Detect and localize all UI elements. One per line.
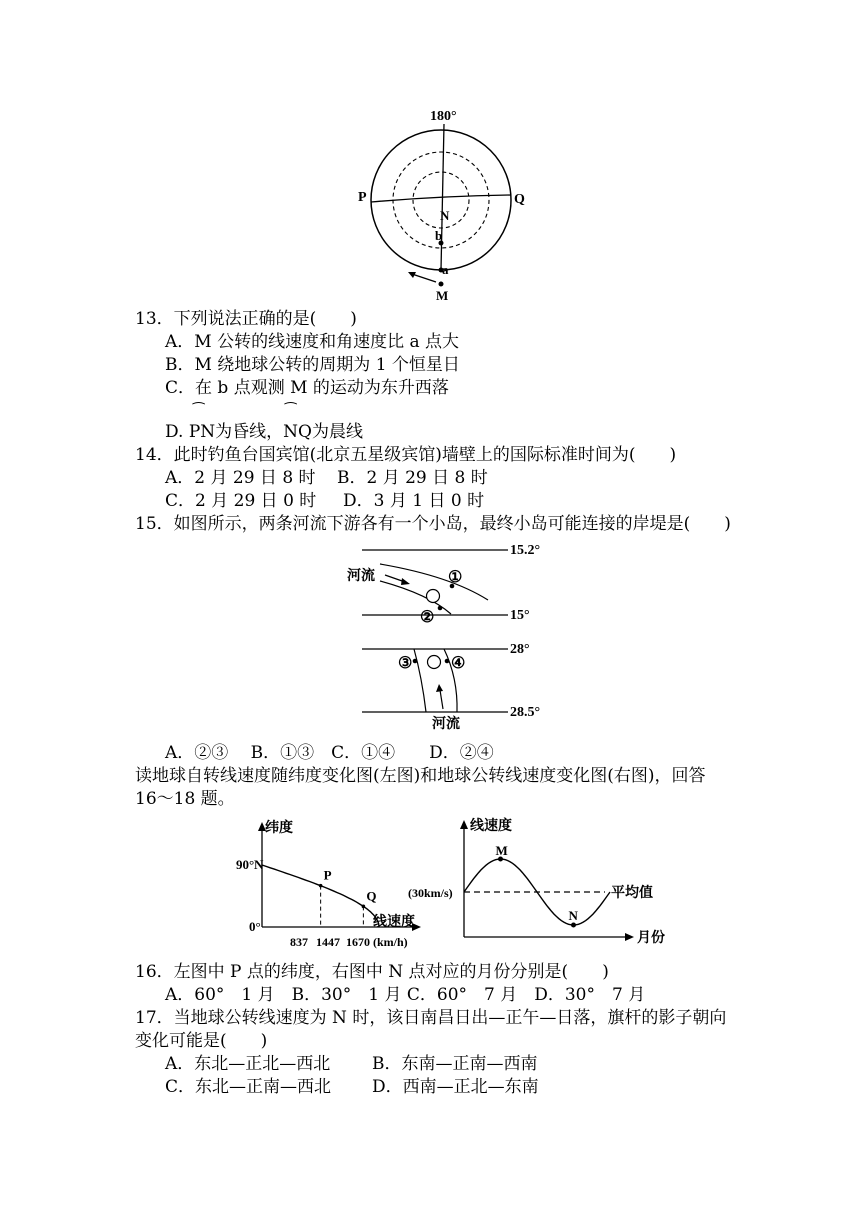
q17-stem-line-2: 变化可能是( ): [135, 1031, 268, 1051]
q17-option-b: B．东南—正南—西南: [372, 1054, 538, 1074]
y-axis-label: 纬度: [265, 821, 293, 836]
river-label-top: 河流: [347, 569, 375, 584]
flow-arrowhead-top: [401, 578, 410, 585]
q15-stem: 15．如图所示，两条河流下游各有一个小岛，最终小岛可能连接的岸堤是( ): [135, 514, 731, 534]
lat-label-15: 15°: [510, 608, 530, 623]
mean-label: 平均值: [611, 886, 653, 901]
q17-stem-line-1: 17．当地球公转线速度为 N 时，该日南昌日出—正午—日落，旗杆的影子朝向: [135, 1008, 727, 1028]
q14-stem: 14．此时钓鱼台国宾馆(北京五星级宾馆)墙壁上的国际标准时间为( ): [135, 445, 677, 465]
river-island-figure: [330, 538, 560, 738]
rotation-speed-chart: [228, 815, 428, 955]
river-bank-left: [414, 649, 426, 712]
x-unit-label: (km/h): [373, 935, 408, 949]
q14-option-d: D．3 月 1 日 0 时: [343, 491, 485, 511]
label-q: Q: [514, 192, 525, 207]
label-m: M: [436, 288, 449, 303]
y-top-point-label: N: [254, 857, 264, 872]
point-label-p: P: [323, 867, 332, 883]
point-p: [319, 884, 323, 888]
river-label-bottom: 河流: [432, 717, 460, 732]
point-q: [362, 905, 366, 909]
q15-options: A．②③ B．①③ C．①④ D．②④: [165, 743, 494, 763]
q13-option-c: C．在 b 点观测 M 的运动为东升西落: [165, 378, 449, 398]
marker-3: ③: [398, 655, 413, 672]
q13-option-b: B．M 绕地球公转的周期为 1 个恒星日: [165, 355, 460, 375]
intro-line-1: 读地球自转线速度随纬度变化图(左图)和地球公转线速度变化图(右图)，回答: [135, 766, 706, 786]
flow-arrow-bottom: [440, 690, 443, 709]
bank-point-4: [445, 659, 450, 664]
motion-arrow: [412, 274, 436, 282]
lat-label-28: 28°: [510, 642, 530, 657]
x-tick-837: 837: [290, 935, 308, 949]
x-tick-1447: 1447: [316, 935, 340, 949]
lat-label-15-2: 15.2°: [510, 543, 541, 558]
arc-mark-pn: ⁀: [193, 403, 205, 419]
marker-4: ④: [451, 655, 466, 672]
point-label-m: M: [495, 843, 508, 858]
x-axis-label: 线速度: [373, 915, 415, 930]
q14-option-b: B．2 月 29 日 8 时: [337, 468, 488, 488]
q17-option-a: A．东北—正北—西北: [165, 1054, 331, 1074]
arc-mark-nq: ⁀: [285, 403, 297, 419]
y-tick-0: 0°: [249, 919, 261, 934]
terminator-pq-line: [371, 195, 511, 202]
island-bottom: [428, 656, 441, 669]
q13-stem: 13．下列说法正确的是( ): [135, 309, 357, 329]
q14-option-c: C．2 月 29 日 0 时: [165, 491, 317, 511]
x-axis-label: 月份: [637, 931, 665, 946]
label-b: b: [435, 228, 443, 243]
y-axis-arrowhead: [460, 820, 468, 829]
label-180: 180°: [430, 109, 457, 124]
point-label-n: N: [568, 908, 578, 923]
bank-point-3: [413, 659, 418, 664]
lat-label-28-5: 28.5°: [510, 705, 541, 720]
flow-arrowhead-bottom: [436, 684, 443, 692]
q13-option-a: A．M 公转的线速度和角速度比 a 点大: [165, 332, 460, 352]
marker-1: ①: [448, 569, 463, 586]
point-m: [439, 282, 444, 287]
label-n: N: [440, 208, 450, 223]
point-label-q: Q: [366, 888, 377, 904]
q16-options: A．60° 1 月 B．30° 1 月 C．60° 7 月 D．30° 7 月: [165, 985, 646, 1005]
x-tick-1670: 1670: [346, 935, 370, 949]
label-a: a: [442, 262, 449, 277]
bank-point-2: [438, 606, 443, 611]
label-p: P: [358, 190, 367, 205]
y-tick-90: 90°: [236, 857, 255, 872]
q16-stem: 16．左图中 P 点的纬度，右图中 N 点对应的月份分别是( ): [135, 962, 609, 982]
point-n: [571, 923, 576, 928]
revolution-speed-chart: [400, 808, 680, 948]
q17-option-c: C．东北—正南—西北: [165, 1077, 332, 1097]
island-top: [427, 590, 440, 603]
y-reference-label: (30km/s): [408, 886, 453, 900]
intro-line-2: 16～18 题。: [135, 789, 235, 809]
q17-option-d: D．西南—正北—东南: [372, 1077, 539, 1097]
polar-view-figure: [350, 100, 540, 305]
x-axis-arrowhead: [625, 933, 634, 941]
y-axis-label: 线速度: [470, 819, 512, 834]
q14-option-a: A．2 月 29 日 8 时: [165, 468, 316, 488]
q13-option-d: D. PN为昏线，NQ为晨线: [165, 422, 363, 442]
marker-2: ②: [420, 609, 435, 626]
